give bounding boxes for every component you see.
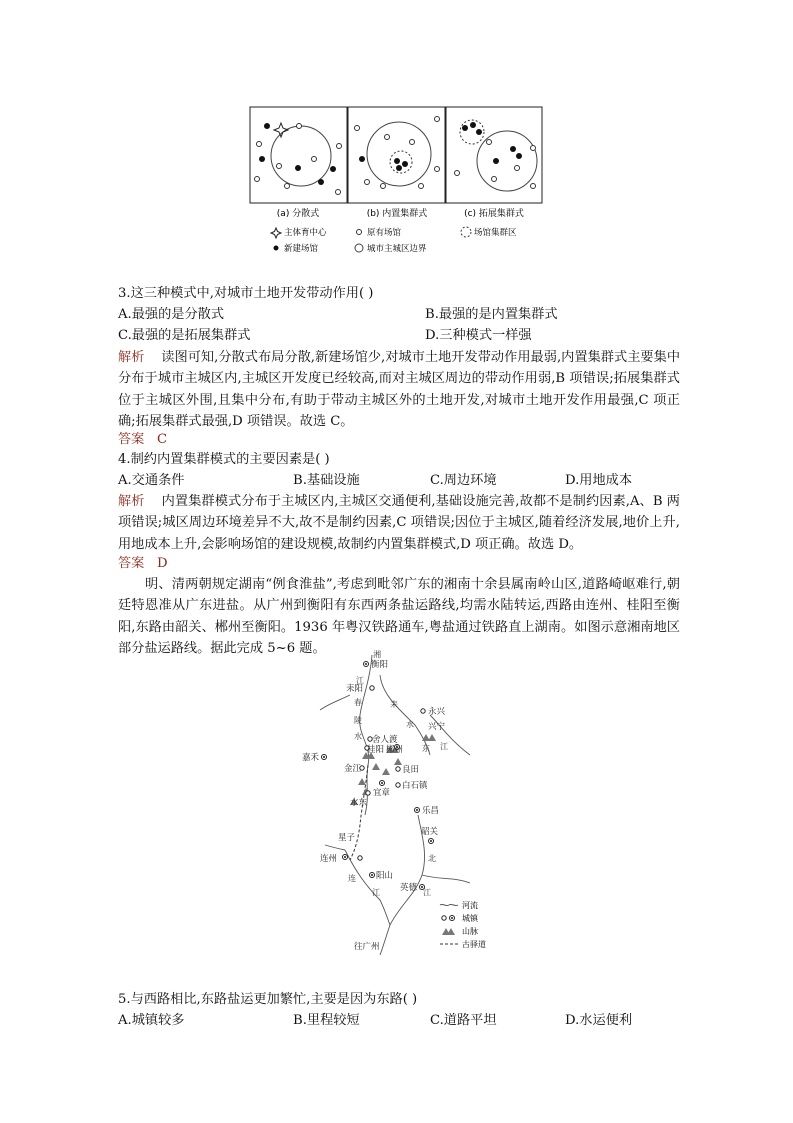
q4-option-b: B.基础设施 [293, 473, 360, 488]
legend-sports-center-icon [271, 228, 281, 238]
panel-c-boundary [477, 131, 537, 191]
river-west [320, 695, 350, 710]
q3-analysis-text: 读图可知,分散式布局分散,新建场馆少,对城市土地开发带动作用最弱,内置集群式主要集中分布于城市主城区内,主城区开发度已经较高,而对主城区周边的带动作用弱,B 项错误;拓展集群式位于主城区外围,且集中分布,有助于带动主城区外的土地开发,对城市土地开发作用最强,C 项正确;拓展集群式最强,D 项错误。故选 C。 [118, 350, 681, 430]
label-baishizhen: 白石镇 [402, 781, 428, 791]
q4-answer [118, 553, 168, 574]
lian-river [345, 850, 390, 925]
label-jiahe: 嘉禾 [302, 753, 320, 763]
q4-analysis-text: 内置集群模式分布于主城区内,主城区交通便利,基础设施完善,故都不是制约因素,A、B 两项错误;城区周边环境差异不大,故不是制约因素,C 项错误;因位于主城区,随着经济发展,地价上升,用地成本上升,会影响场馆的建设规模,故制约内置集群模式,D 项正确。故选 D。 [118, 494, 680, 552]
legend-cluster: 场馆集群区 [474, 228, 517, 238]
panel-a-frame [250, 107, 347, 203]
q3-analysis [118, 347, 680, 433]
legend-boundary: 城市主城区边界 [367, 244, 427, 254]
q4-answer-label: 答案 [118, 556, 145, 571]
legend-mountain-icon [442, 928, 455, 935]
label-xingning: 兴宁 [428, 722, 446, 732]
panel-c-old-venues [455, 140, 536, 189]
label-leiyang: 耒阳 [346, 684, 364, 694]
river-label-jiang-3: 江 [423, 888, 431, 897]
dong-river [430, 715, 470, 755]
legend-town-icon [442, 916, 446, 920]
label-lechang: 乐昌 [422, 806, 440, 816]
legend-mountain: 山脉 [462, 927, 478, 936]
label-to-guangzhou: 往广州 [354, 942, 380, 952]
panel-b-label: (b) 内置集群式 [366, 209, 428, 219]
legend-boundary-icon [355, 244, 363, 252]
q3-answer-value: C [156, 432, 168, 447]
river-label-shui-2: 水 [406, 720, 414, 729]
q5-stem: 5.与西路相比,东路盐运更加繁忙,主要是因为东路( ) [118, 992, 418, 1007]
q4-option-a: A.交通条件 [118, 473, 185, 488]
q5-option-d: D.水运便利 [565, 1013, 633, 1028]
label-sherendu: 舍人渡 [372, 735, 398, 745]
q3-option-a: A.最强的是分散式 [118, 307, 225, 322]
legend-cluster-icon [461, 227, 471, 237]
river-southwest [325, 845, 345, 850]
q4-analysis [118, 491, 680, 555]
river-label-bei: 北 [428, 854, 436, 863]
q4-analysis-label: 解析 [118, 494, 145, 509]
q5-option-b: B.里程较短 [293, 1013, 360, 1028]
panel-a-new-venues [259, 123, 336, 185]
q3-stem: 3.这三种模式中,对城市土地开发带动作用( ) [118, 286, 374, 301]
legend-new-venue-icon [274, 246, 279, 251]
label-yizhang: 宜章 [373, 788, 391, 798]
label-jinjiang: 金江 [344, 764, 362, 774]
river-east [422, 875, 470, 883]
passage: 明、清两朝规定湖南“例食淮盐”,考虑到毗邻广东的湘南十余县属南岭山区,道路崎岖难行,朝廷特恩准从广东进盐。从广州到衡阳有东西两条盐运路线,均需水陆转运,西路由连州、桂阳至衡阳,东路由韶关、郴州至衡阳。1936 年粤汉铁路通车,粤盐通过铁路直上湖南。如图示意湘南地区部分盐运路线。据此完成 5~6 题。 [118, 577, 680, 657]
label-guiyang: 桂阳 [367, 745, 385, 755]
q3-answer-label: 答案 [118, 432, 145, 447]
stadium-layout-figure [249, 106, 543, 256]
panel-b-boundary [367, 122, 431, 186]
q3-option-d: D.三种模式一样强 [425, 328, 532, 343]
legend-river: 河流 [462, 901, 478, 910]
river-label-jiang-1: 江 [356, 676, 364, 685]
panel-b-new-venues [359, 156, 408, 171]
river-label-xiang: 湘 [373, 650, 381, 659]
q3-option-b: B.最强的是内置集群式 [425, 307, 558, 322]
river-label-lei: 耒 [390, 700, 398, 709]
q5-option-a: A.城镇较多 [118, 1013, 185, 1028]
label-lianzhou: 连州 [320, 854, 338, 864]
label-yangshan: 阳山 [376, 871, 394, 881]
river-label-chun: 春 [354, 698, 362, 707]
label-hengyang: 衡阳 [371, 660, 389, 670]
label-yingde: 英德 [400, 883, 418, 893]
river-label-jiang-4: 江 [372, 888, 380, 897]
q4-option-d: D.用地成本 [565, 473, 633, 488]
place-labels [302, 659, 446, 952]
legend-new-venue: 新建场馆 [284, 244, 319, 254]
label-xingzi: 星子 [338, 833, 356, 843]
q3-option-c: C.最强的是拓展集群式 [118, 328, 251, 343]
river-label-dong: 东 [422, 744, 430, 753]
legend-road: 古驿道 [462, 940, 486, 949]
map-legend [440, 900, 486, 949]
legend-town: 城镇 [462, 914, 478, 923]
panel-a-label: (a) 分散式 [276, 209, 320, 219]
panel-b-frame [348, 107, 445, 203]
river-label-jiang-2: 江 [440, 742, 448, 751]
label-shaoguan: 韶关 [421, 827, 439, 837]
q4-option-c: C.周边环境 [430, 473, 497, 488]
q4-stem: 4.制约内置集群模式的主要因素是( ) [118, 452, 330, 467]
legend-river-icon [440, 904, 458, 905]
legend-old-venue: 原有场馆 [367, 228, 402, 238]
salt-route-map [302, 650, 505, 955]
q3-answer [118, 429, 167, 450]
panel-c-new-venues [462, 122, 522, 164]
q4-answer-value: D [156, 556, 168, 571]
label-shuidong: 水东 [350, 798, 368, 808]
river-label-ling: 陵 [354, 716, 362, 725]
label-yongxing: 永兴 [428, 707, 446, 717]
label-liangtian: 良田 [402, 765, 420, 775]
panel-c-label: (c) 拓展集群式 [464, 209, 524, 219]
label-chenzhou: 郴州 [386, 745, 404, 755]
panel-a-old-venues [255, 124, 342, 195]
q5-option-c: C.道路平坦 [430, 1013, 497, 1028]
towns [322, 662, 434, 890]
river-label-lian: 连 [348, 874, 356, 883]
legend-old-venue-icon [357, 230, 362, 235]
q3-analysis-label: 解析 [118, 350, 145, 365]
panel-c-frame [446, 107, 542, 203]
river-label-shui-1: 水 [354, 732, 362, 741]
legend-sports-center: 主体育中心 [284, 228, 327, 238]
